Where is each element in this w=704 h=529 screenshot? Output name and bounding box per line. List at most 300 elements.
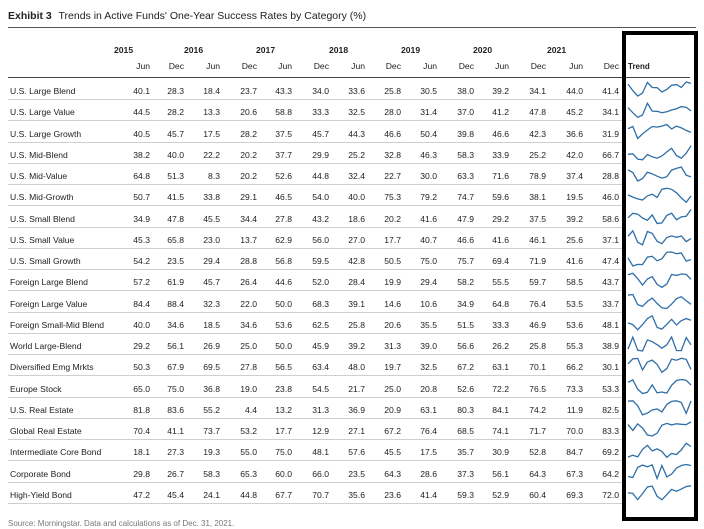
- value-cell: 19.3: [203, 447, 220, 458]
- value-cell: 20.2: [384, 213, 401, 224]
- value-cell: 41.2: [492, 107, 509, 118]
- value-cell: 25.2: [348, 149, 365, 160]
- category-label: Intermediate Core Bond: [10, 447, 102, 458]
- period-header: Dec: [241, 61, 257, 71]
- category-label: U.S. Large Blend: [10, 86, 76, 96]
- value-cell: 53.3: [602, 383, 619, 394]
- value-cell: 75.0: [275, 447, 292, 458]
- value-cell: 12.9: [312, 426, 329, 436]
- value-cell: 27.8: [240, 362, 257, 373]
- value-cell: 68.3: [312, 298, 329, 309]
- value-cell: 26.4: [240, 277, 257, 288]
- value-cell: 45.7: [312, 128, 329, 139]
- value-cell: 67.7: [275, 489, 292, 500]
- value-cell: 30.5: [420, 86, 437, 96]
- value-cell: 28.2: [240, 128, 257, 139]
- value-cell: 35.5: [420, 319, 437, 330]
- value-cell: 19.0: [240, 383, 257, 394]
- period-header: Jun: [136, 61, 150, 71]
- value-cell: 44.0: [566, 86, 583, 96]
- trend-sparkline: [628, 401, 691, 415]
- year-header: 2019: [401, 45, 421, 55]
- value-cell: 55.0: [240, 447, 257, 458]
- trend-sparkline: [628, 167, 691, 181]
- value-cell: 45.4: [167, 489, 184, 500]
- value-cell: 54.0: [312, 192, 329, 203]
- value-cell: 52.6: [457, 383, 474, 394]
- value-cell: 68.5: [457, 426, 474, 436]
- value-cell: 67.2: [457, 362, 474, 373]
- value-cell: 56.8: [275, 256, 292, 266]
- value-cell: 76.4: [420, 426, 437, 436]
- value-cell: 46.0: [602, 192, 619, 203]
- value-cell: 50.0: [275, 298, 292, 309]
- value-cell: 20.8: [420, 383, 437, 394]
- period-header: Jun: [569, 61, 583, 71]
- value-cell: 53.6: [275, 319, 292, 330]
- trend-sparkline: [628, 422, 691, 436]
- value-cell: 28.3: [167, 86, 184, 96]
- value-cell: 34.1: [529, 86, 546, 96]
- value-cell: 72.2: [492, 383, 509, 394]
- value-cell: 23.5: [348, 468, 365, 479]
- value-cell: 41.4: [420, 489, 437, 500]
- value-cell: 22.7: [384, 171, 401, 181]
- value-cell: 17.5: [420, 447, 437, 458]
- value-cell: 28.4: [348, 277, 365, 288]
- category-label: U.S. Small Growth: [10, 256, 81, 266]
- value-cell: 75.7: [457, 256, 474, 266]
- value-cell: 32.4: [348, 171, 365, 181]
- value-cell: 18.6: [348, 213, 365, 224]
- value-cell: 37.4: [566, 171, 583, 181]
- value-cell: 37.7: [275, 149, 292, 160]
- value-cell: 64.8: [492, 298, 509, 309]
- value-cell: 45.5: [384, 447, 401, 458]
- value-cell: 58.2: [457, 277, 474, 288]
- value-cell: 35.6: [348, 489, 365, 500]
- value-cell: 60.0: [275, 468, 292, 479]
- value-cell: 65.8: [167, 234, 184, 245]
- value-cell: 71.6: [492, 171, 509, 181]
- value-cell: 69.4: [492, 256, 509, 266]
- value-cell: 67.9: [167, 362, 184, 373]
- value-cell: 50.5: [384, 256, 401, 266]
- value-cell: 18.1: [133, 447, 150, 458]
- value-cell: 29.1: [240, 192, 257, 203]
- value-cell: 46.3: [420, 149, 437, 160]
- value-cell: 34.4: [240, 213, 257, 224]
- year-header: 2015: [114, 45, 134, 55]
- value-cell: 39.2: [492, 86, 509, 96]
- value-cell: 52.0: [312, 277, 329, 288]
- value-cell: 32.3: [203, 298, 220, 309]
- category-label: Diversified Emg Mrkts: [10, 362, 94, 373]
- chart-title: Trends in Active Funds' One-Year Success Rates by Category (%): [58, 10, 367, 22]
- category-label: U.S. Small Blend: [10, 213, 75, 224]
- value-cell: 42.3: [529, 128, 546, 139]
- value-cell: 27.8: [275, 213, 292, 224]
- value-cell: 20.2: [240, 171, 257, 181]
- value-cell: 39.0: [420, 341, 437, 351]
- value-cell: 53.2: [240, 426, 257, 436]
- value-cell: 58.3: [203, 468, 220, 479]
- value-cell: 59.3: [457, 489, 474, 500]
- value-cell: 62.5: [312, 319, 329, 330]
- value-cell: 28.6: [420, 468, 437, 479]
- value-cell: 41.6: [492, 234, 509, 245]
- trend-sparkline: [628, 146, 691, 160]
- period-header: Jun: [495, 61, 509, 71]
- value-cell: 58.5: [566, 277, 583, 288]
- value-cell: 83.6: [167, 404, 184, 415]
- value-cell: 8.3: [208, 171, 220, 181]
- category-label: U.S. Real Estate: [10, 404, 74, 415]
- value-cell: 41.5: [167, 192, 184, 203]
- value-cell: 50.3: [133, 362, 150, 373]
- value-cell: 48.1: [312, 447, 329, 458]
- value-cell: 45.3: [133, 234, 150, 245]
- value-cell: 40.0: [348, 192, 365, 203]
- value-cell: 20.6: [240, 107, 257, 118]
- value-cell: 25.8: [529, 341, 546, 351]
- value-cell: 33.3: [492, 319, 509, 330]
- value-cell: 65.3: [240, 468, 257, 479]
- value-cell: 45.5: [203, 213, 220, 224]
- trend-sparkline: [628, 295, 691, 309]
- value-cell: 66.7: [602, 149, 619, 160]
- category-label: Europe Stock: [10, 383, 62, 394]
- value-cell: 38.9: [602, 341, 619, 351]
- trend-sparkline: [628, 103, 691, 117]
- value-cell: 39.1: [348, 298, 365, 309]
- value-cell: 23.0: [203, 234, 220, 245]
- value-cell: 29.8: [133, 468, 150, 479]
- category-label: Foreign Large Blend: [10, 277, 88, 288]
- category-label: U.S. Large Growth: [10, 128, 82, 139]
- value-cell: 27.0: [348, 234, 365, 245]
- value-cell: 47.8: [529, 107, 546, 118]
- value-cell: 82.5: [602, 404, 619, 415]
- value-cell: 38.2: [133, 149, 150, 160]
- value-cell: 40.1: [133, 86, 150, 96]
- value-cell: 34.9: [133, 213, 150, 224]
- value-cell: 34.6: [167, 319, 184, 330]
- value-cell: 40.7: [420, 234, 437, 245]
- value-cell: 28.8: [240, 256, 257, 266]
- value-cell: 45.7: [167, 128, 184, 139]
- value-cell: 56.1: [492, 468, 509, 479]
- value-cell: 72.0: [602, 489, 619, 500]
- value-cell: 65.0: [133, 383, 150, 394]
- value-cell: 51.5: [457, 319, 474, 330]
- value-cell: 51.3: [167, 171, 184, 181]
- value-cell: 64.3: [384, 468, 401, 479]
- value-cell: 44.8: [312, 171, 329, 181]
- value-cell: 28.2: [167, 107, 184, 118]
- value-cell: 57.6: [348, 447, 365, 458]
- value-cell: 27.3: [167, 447, 184, 458]
- value-cell: 53.5: [566, 298, 583, 309]
- value-cell: 13.7: [240, 234, 257, 245]
- value-cell: 29.2: [133, 341, 150, 351]
- value-cell: 55.3: [566, 341, 583, 351]
- value-cell: 52.9: [492, 489, 509, 500]
- value-cell: 35.7: [457, 447, 474, 458]
- category-label: U.S. Mid-Value: [10, 171, 68, 181]
- value-cell: 58.3: [457, 149, 474, 160]
- value-cell: 73.7: [203, 426, 220, 436]
- value-cell: 25.0: [240, 341, 257, 351]
- trend-sparkline: [628, 443, 691, 457]
- value-cell: 69.5: [203, 362, 220, 373]
- value-cell: 59.5: [312, 256, 329, 266]
- value-cell: 53.6: [566, 319, 583, 330]
- value-cell: 40.0: [133, 319, 150, 330]
- value-cell: 26.2: [492, 341, 509, 351]
- value-cell: 55.2: [203, 404, 220, 415]
- value-cell: 56.5: [275, 362, 292, 373]
- value-cell: 42.8: [348, 256, 365, 266]
- value-cell: 62.9: [275, 234, 292, 245]
- value-cell: 39.2: [348, 341, 365, 351]
- period-header: Jun: [351, 61, 365, 71]
- value-cell: 45.7: [203, 277, 220, 288]
- value-cell: 39.2: [566, 213, 583, 224]
- value-cell: 32.8: [384, 149, 401, 160]
- value-cell: 80.3: [457, 404, 474, 415]
- year-header: 2021: [547, 45, 567, 55]
- value-cell: 37.3: [457, 468, 474, 479]
- category-label: Foreign Small-Mid Blend: [10, 319, 105, 330]
- value-cell: 25.8: [348, 319, 365, 330]
- value-cell: 23.8: [275, 383, 292, 394]
- value-cell: 60.4: [529, 489, 546, 500]
- value-cell: 47.8: [167, 213, 184, 224]
- value-cell: 44.5: [133, 107, 150, 118]
- value-cell: 56.0: [312, 234, 329, 245]
- value-cell: 22.2: [203, 149, 220, 160]
- value-cell: 39.8: [457, 128, 474, 139]
- trend-sparkline: [628, 380, 691, 394]
- source-note: Source: Morningstar. Data and calculations as of Dec. 31, 2021.: [8, 519, 235, 528]
- value-cell: 40.5: [133, 128, 150, 139]
- value-cell: 76.4: [529, 298, 546, 309]
- value-cell: 21.7: [348, 383, 365, 394]
- category-label: Corporate Bond: [10, 468, 71, 479]
- value-cell: 47.4: [602, 256, 619, 266]
- value-cell: 75.3: [384, 192, 401, 203]
- value-cell: 30.1: [602, 362, 619, 373]
- value-cell: 19.7: [384, 362, 401, 373]
- period-header: Jun: [423, 61, 437, 71]
- value-cell: 66.0: [312, 468, 329, 479]
- value-cell: 32.5: [420, 362, 437, 373]
- value-cell: 23.7: [240, 86, 257, 96]
- trend-sparkline: [628, 231, 691, 245]
- value-cell: 70.1: [529, 362, 546, 373]
- value-cell: 76.5: [529, 383, 546, 394]
- value-cell: 56.1: [167, 341, 184, 351]
- value-cell: 74.2: [529, 404, 546, 415]
- value-cell: 64.2: [602, 468, 619, 479]
- value-cell: 36.6: [566, 128, 583, 139]
- value-cell: 74.1: [492, 426, 509, 436]
- value-cell: 23.5: [167, 256, 184, 266]
- value-cell: 17.7: [384, 234, 401, 245]
- value-cell: 75.0: [167, 383, 184, 394]
- value-cell: 44.6: [275, 277, 292, 288]
- trend-sparkline: [628, 188, 691, 202]
- category-label: U.S. Mid-Growth: [10, 192, 74, 203]
- value-cell: 38.1: [529, 192, 546, 203]
- value-cell: 28.8: [602, 171, 619, 181]
- period-header: Dec: [168, 61, 184, 71]
- value-cell: 71.9: [529, 256, 546, 266]
- category-label: High-Yield Bond: [10, 489, 72, 500]
- value-cell: 74.7: [457, 192, 474, 203]
- value-cell: 61.9: [167, 277, 184, 288]
- value-cell: 58.8: [275, 107, 292, 118]
- value-cell: 56.6: [457, 341, 474, 351]
- value-cell: 31.4: [420, 107, 437, 118]
- category-label: Foreign Large Value: [10, 298, 88, 309]
- category-label: Global Real Estate: [10, 426, 82, 436]
- period-header: Dec: [530, 61, 546, 71]
- value-cell: 11.9: [566, 404, 583, 415]
- value-cell: 63.1: [420, 404, 437, 415]
- value-cell: 46.6: [457, 234, 474, 245]
- value-cell: 18.5: [203, 319, 220, 330]
- value-cell: 45.9: [312, 341, 329, 351]
- value-cell: 42.0: [566, 149, 583, 160]
- value-cell: 88.4: [167, 298, 184, 309]
- value-cell: 34.1: [602, 107, 619, 118]
- value-cell: 59.7: [529, 277, 546, 288]
- value-cell: 30.0: [420, 171, 437, 181]
- value-cell: 19.5: [566, 192, 583, 203]
- value-cell: 29.4: [420, 277, 437, 288]
- value-cell: 18.4: [203, 86, 220, 96]
- value-cell: 70.0: [566, 426, 583, 436]
- value-cell: 26.9: [203, 341, 220, 351]
- trend-sparkline: [628, 465, 691, 479]
- value-cell: 37.1: [602, 234, 619, 245]
- value-cell: 36.8: [203, 383, 220, 394]
- year-header: 2018: [329, 45, 349, 55]
- value-cell: 33.6: [348, 86, 365, 96]
- trend-sparkline: [628, 316, 691, 330]
- value-cell: 26.7: [167, 468, 184, 479]
- value-cell: 57.2: [133, 277, 150, 288]
- value-cell: 63.3: [457, 171, 474, 181]
- value-cell: 13.3: [203, 107, 220, 118]
- value-cell: 19.9: [384, 277, 401, 288]
- value-cell: 25.0: [384, 383, 401, 394]
- value-cell: 71.7: [529, 426, 546, 436]
- value-cell: 38.0: [457, 86, 474, 96]
- value-cell: 46.5: [275, 192, 292, 203]
- value-cell: 55.5: [492, 277, 509, 288]
- value-cell: 63.1: [492, 362, 509, 373]
- value-cell: 47.2: [133, 489, 150, 500]
- year-header: 2016: [184, 45, 204, 55]
- year-header: 2017: [256, 45, 276, 55]
- value-cell: 33.7: [602, 298, 619, 309]
- value-cell: 43.2: [312, 213, 329, 224]
- value-cell: 84.7: [566, 447, 583, 458]
- value-cell: 41.6: [566, 256, 583, 266]
- value-cell: 36.9: [348, 404, 365, 415]
- value-cell: 34.9: [457, 298, 474, 309]
- period-header: Jun: [206, 61, 220, 71]
- value-cell: 54.2: [133, 256, 150, 266]
- value-cell: 43.3: [275, 86, 292, 96]
- value-cell: 83.3: [602, 426, 619, 436]
- value-cell: 33.3: [312, 107, 329, 118]
- value-cell: 44.8: [240, 489, 257, 500]
- value-cell: 25.6: [566, 234, 583, 245]
- value-cell: 25.2: [529, 149, 546, 160]
- value-cell: 20.2: [240, 149, 257, 160]
- category-label: U.S. Large Value: [10, 107, 75, 118]
- value-cell: 34.6: [240, 319, 257, 330]
- value-cell: 25.8: [384, 86, 401, 96]
- value-cell: 46.9: [529, 319, 546, 330]
- value-cell: 37.0: [457, 107, 474, 118]
- value-cell: 23.6: [384, 489, 401, 500]
- value-cell: 46.6: [384, 128, 401, 139]
- trend-sparkline: [628, 337, 691, 351]
- value-cell: 52.8: [529, 447, 546, 458]
- value-cell: 63.4: [312, 362, 329, 373]
- value-cell: 84.4: [133, 298, 150, 309]
- period-header: Dec: [603, 61, 619, 71]
- value-cell: 75.0: [420, 256, 437, 266]
- value-cell: 67.2: [384, 426, 401, 436]
- year-header: 2020: [473, 45, 493, 55]
- trend-sparkline: [628, 82, 691, 96]
- value-cell: 70.7: [312, 489, 329, 500]
- trend-sparkline: [628, 252, 691, 266]
- value-cell: 45.2: [566, 107, 583, 118]
- value-cell: 17.5: [203, 128, 220, 139]
- value-cell: 28.0: [384, 107, 401, 118]
- value-cell: 66.2: [566, 362, 583, 373]
- value-cell: 34.0: [312, 86, 329, 96]
- value-cell: 41.6: [420, 213, 437, 224]
- value-cell: 31.3: [312, 404, 329, 415]
- trend-sparkline: [628, 210, 691, 224]
- value-cell: 54.5: [312, 383, 329, 394]
- value-cell: 64.8: [133, 171, 150, 181]
- value-cell: 27.1: [348, 426, 365, 436]
- value-cell: 59.6: [492, 192, 509, 203]
- value-cell: 44.3: [348, 128, 365, 139]
- value-cell: 41.1: [167, 426, 184, 436]
- value-cell: 78.9: [529, 171, 546, 181]
- value-cell: 50.7: [133, 192, 150, 203]
- value-cell: 29.4: [203, 256, 220, 266]
- value-cell: 67.3: [566, 468, 583, 479]
- value-cell: 70.4: [133, 426, 150, 436]
- value-cell: 14.6: [384, 298, 401, 309]
- category-label: U.S. Small Value: [10, 234, 75, 245]
- value-cell: 37.5: [529, 213, 546, 224]
- value-cell: 22.0: [240, 298, 257, 309]
- value-cell: 10.6: [420, 298, 437, 309]
- value-cell: 50.0: [275, 341, 292, 351]
